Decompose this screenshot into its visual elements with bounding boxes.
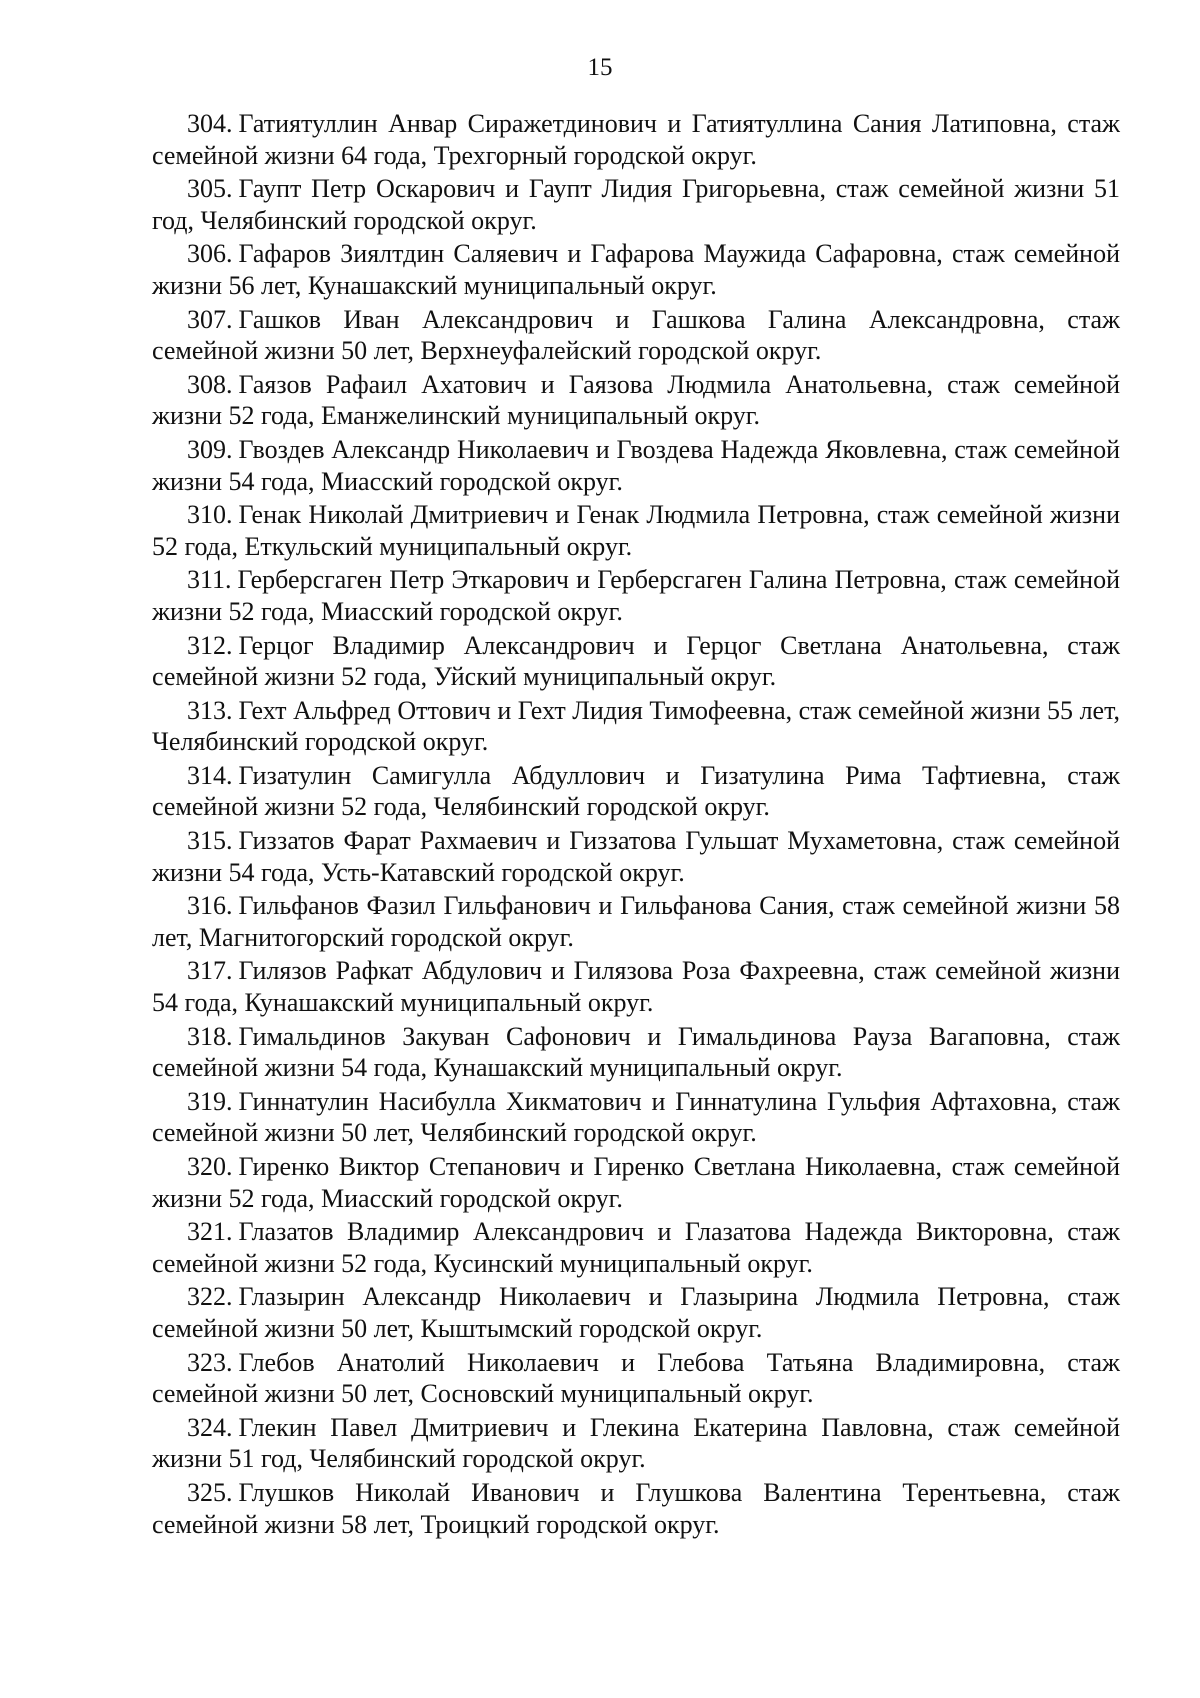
- list-item: [152, 1347, 1120, 1410]
- entry-number: 323.: [187, 1347, 233, 1377]
- entry-number: 325.: [187, 1477, 233, 1507]
- list-item: [152, 1477, 1120, 1540]
- entry-number: 319.: [187, 1086, 233, 1116]
- list-item: [152, 238, 1120, 301]
- entry-number: 314.: [187, 760, 233, 790]
- entry-number: 304.: [187, 109, 233, 138]
- entry-text: Гиззатов Фарат Рахмаевич и Гиззатова Гульшат Мухаметовна, стаж семейной жизни 54 года, Усть-Катавский городской округ.: [152, 826, 1120, 887]
- entry-text: Генак Николай Дмитриевич и Генак Людмила Петровна, стаж семейной жизни 52 года, Еткульский муниципальный округ.: [152, 500, 1120, 561]
- entry-number: 306.: [187, 239, 233, 269]
- list-item: [152, 1281, 1120, 1344]
- list-item: [152, 890, 1120, 953]
- list-item: [152, 108, 1120, 171]
- list-item: [152, 760, 1120, 823]
- entry-text: Герберсгаген Петр Эткарович и Герберсгаген Галина Петровна, стаж семейной жизни 52 года, Миасский городской округ.: [152, 565, 1120, 626]
- list-item: [152, 173, 1120, 236]
- entry-number: 310.: [187, 500, 233, 530]
- entry-number: 307.: [187, 304, 233, 334]
- list-item: [152, 955, 1120, 1018]
- entry-text: Гаупт Петр Оскарович и Гаупт Лидия Григорьевна, стаж семейной жизни 51 год, Челябинский городской округ.: [152, 174, 1120, 235]
- entry-text: Глебов Анатолий Николаевич и Глебова Татьяна Владимировна, стаж семейной жизни 50 лет, Сосновский муниципальный округ.: [152, 1347, 1120, 1409]
- entry-number: 313.: [187, 695, 233, 725]
- list-item: [152, 1021, 1120, 1084]
- entry-text: Гатиятуллин Анвар Сиражетдинович и Гатиятуллина Сания Латиповна, стаж семейной жизни 64 года, Трехгорный городской округ.: [152, 109, 1120, 170]
- award-list: [152, 108, 1120, 1542]
- entry-number: 305.: [187, 174, 233, 204]
- list-item: [152, 825, 1120, 888]
- entry-number: 308.: [187, 369, 233, 399]
- list-item: [152, 499, 1120, 562]
- entry-number: 322.: [187, 1282, 233, 1312]
- list-item: [152, 1086, 1120, 1149]
- entry-text: Герцог Владимир Александрович и Герцог Светлана Анатольевна, стаж семейной жизни 52 года, Уйский муниципальный округ.: [152, 630, 1120, 692]
- entry-text: Гиренко Виктор Степанович и Гиренко Светлана Николаевна, стаж семейной жизни 52 года, Миасский городской округ.: [152, 1152, 1120, 1213]
- list-item: [152, 1151, 1120, 1214]
- list-item: [152, 1216, 1120, 1279]
- list-item: [152, 434, 1120, 497]
- list-item: [152, 369, 1120, 432]
- entry-text: Гехт Альфред Оттович и Гехт Лидия Тимофеевна, стаж семейной жизни 55 лет, Челябинский городской округ.: [152, 695, 1120, 757]
- entry-number: 311.: [187, 565, 232, 595]
- entry-text: Гаязов Рафаил Ахатович и Гаязова Людмила Анатольевна, стаж семейной жизни 52 года, Еманжелинский муниципальный округ.: [152, 369, 1120, 431]
- entry-text: Гафаров Зиялтдин Саляевич и Гафарова Маужида Сафаровна, стаж семейной жизни 56 лет, Кунашакский муниципальный округ.: [152, 239, 1120, 300]
- entry-number: 318.: [187, 1021, 233, 1051]
- entry-number: 320.: [187, 1152, 233, 1181]
- entry-text: Гвоздев Александр Николаевич и Гвоздева Надежда Яковлевна, стаж семейной жизни 54 года, Миасский городской округ.: [152, 434, 1120, 496]
- entry-text: Глазырин Александр Николаевич и Глазырина Людмила Петровна, стаж семейной жизни 50 лет, Кыштымский городской округ.: [152, 1282, 1120, 1343]
- entry-number: 309.: [187, 434, 233, 464]
- entry-number: 317.: [187, 956, 233, 986]
- entry-text: Гильфанов Фазил Гильфанович и Гильфанова Сания, стаж семейной жизни 58 лет, Магнитогорский городской округ.: [152, 891, 1120, 952]
- entry-number: 324.: [187, 1412, 233, 1442]
- page-number: 15: [587, 54, 613, 81]
- entry-text: Глазатов Владимир Александрович и Глазатова Надежда Викторовна, стаж семейной жизни 52 года, Кусинский муниципальный округ.: [152, 1217, 1120, 1278]
- list-item: [152, 695, 1120, 758]
- entry-number: 316.: [187, 891, 233, 921]
- entry-text: Гилязов Рафкат Абдулович и Гилязова Роза Фахреевна, стаж семейной жизни 54 года, Кунашакский муниципальный округ.: [152, 956, 1120, 1018]
- entry-text: Глекин Павел Дмитриевич и Глекина Екатерина Павловна, стаж семейной жизни 51 год, Челябинский городской округ.: [152, 1412, 1120, 1474]
- list-item: [152, 1412, 1120, 1475]
- entry-text: Гимальдинов Закуван Сафонович и Гимальдинова Рауза Вагаповна, стаж семейной жизни 54 года, Кунашакский муниципальный округ.: [152, 1021, 1120, 1083]
- entry-number: 312.: [187, 630, 233, 660]
- entry-number: 321.: [187, 1217, 233, 1247]
- entry-text: Гиннатулин Насибулла Хикматович и Гиннатулина Гульфия Афтаховна, стаж семейной жизни 50 лет, Челябинский городской округ.: [152, 1086, 1120, 1148]
- list-item: [152, 564, 1120, 627]
- entry-text: Гашков Иван Александрович и Гашкова Галина Александровна, стаж семейной жизни 50 лет, Верхнеуфалейский городской округ.: [152, 304, 1120, 366]
- entry-number: 315.: [187, 826, 233, 856]
- list-item: [152, 304, 1120, 367]
- entry-text: Гизатулин Самигулла Абдуллович и Гизатулина Рима Тафтиевна, стаж семейной жизни 52 года, Челябинский городской округ.: [152, 760, 1120, 822]
- entry-text: Глушков Николай Иванович и Глушкова Валентина Терентьевна, стаж семейной жизни 58 лет, Троицкий городской округ.: [152, 1477, 1120, 1539]
- list-item: [152, 630, 1120, 693]
